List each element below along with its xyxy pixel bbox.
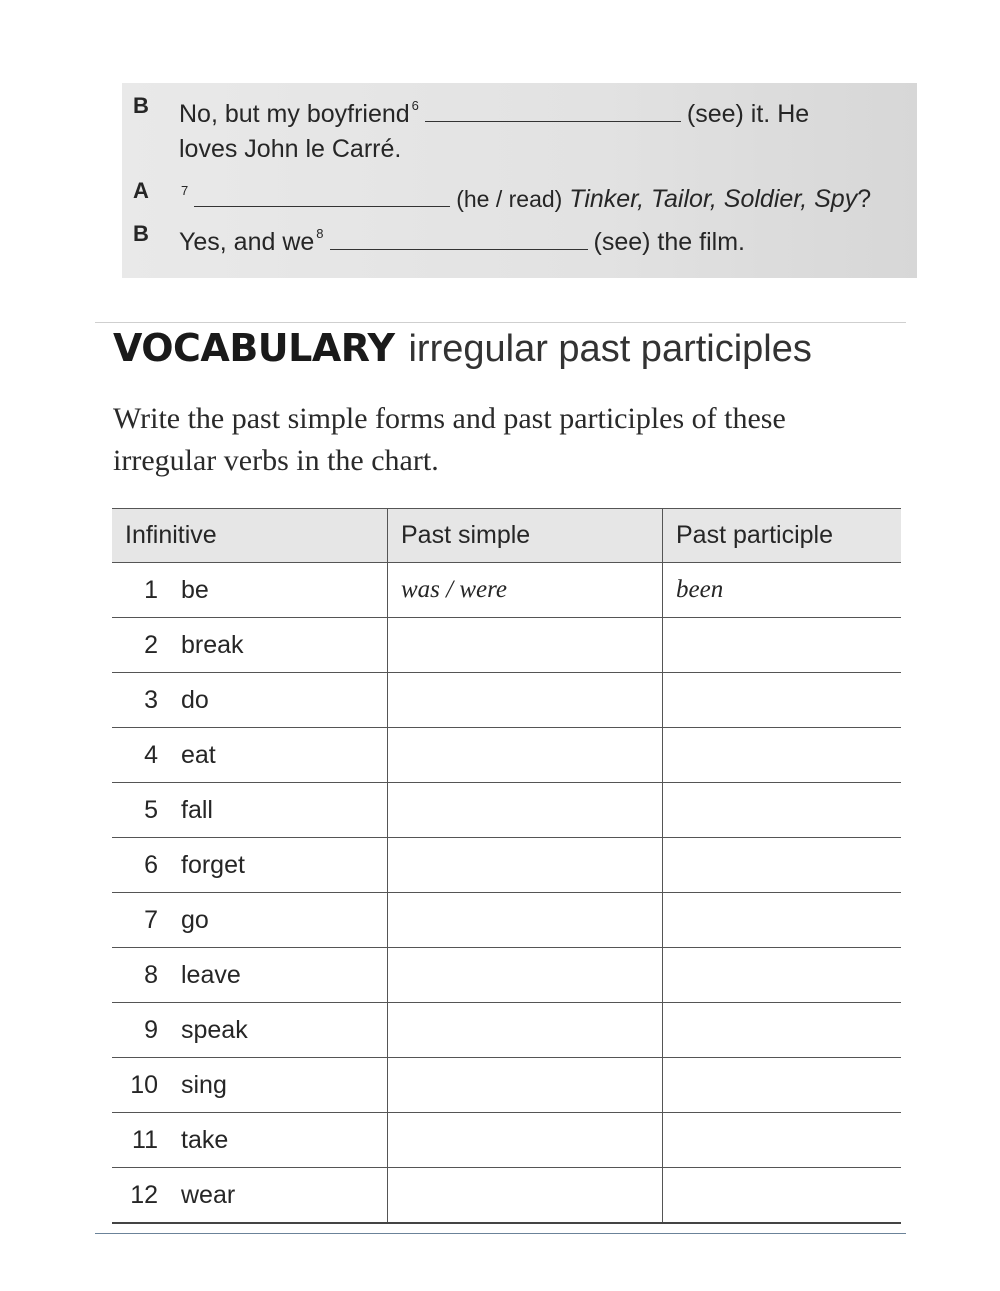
past-simple-cell[interactable]: was / were (388, 563, 663, 618)
instruction-text: Write the past simple forms and past participles of these irregular verbs in the chart. (113, 402, 786, 477)
dialogue-text: loves John le Carré. (179, 135, 402, 163)
row-number: 9 (144, 1015, 158, 1044)
table-row (112, 1003, 901, 1058)
table-row (112, 1168, 901, 1224)
infinitive-cell (112, 1168, 388, 1224)
answer-blank-7[interactable] (194, 184, 450, 207)
past-participle-cell[interactable] (663, 618, 902, 673)
item-number: 8 (316, 226, 324, 241)
infinitive-cell (112, 893, 388, 948)
past-participle-cell[interactable] (663, 1113, 902, 1168)
speaker-label: B (133, 221, 149, 246)
section-heading (113, 326, 812, 371)
past-participle-cell[interactable] (663, 1168, 902, 1224)
table-row (112, 618, 901, 673)
table-row (112, 893, 901, 948)
past-participle-cell[interactable] (663, 673, 902, 728)
table-row (112, 728, 901, 783)
infinitive-cell (112, 563, 388, 618)
infinitive-cell (112, 783, 388, 838)
past-participle-cell[interactable]: been (663, 563, 902, 618)
row-number: 1 (144, 575, 158, 604)
infinitive-verb: forget (181, 850, 245, 879)
header-past-participle: Past participle (663, 509, 902, 563)
verb-hint: (see) the film. (593, 228, 745, 256)
past-participle-cell[interactable] (663, 1003, 902, 1058)
answer-blank-8[interactable] (330, 227, 588, 250)
section-divider (95, 322, 906, 323)
header-past-simple: Past simple (388, 509, 663, 563)
infinitive-cell (112, 618, 388, 673)
table-row (112, 1113, 901, 1168)
row-number: 11 (132, 1125, 158, 1154)
infinitive-cell (112, 948, 388, 1003)
speaker-label: A (133, 178, 149, 203)
page-bottom-rule (95, 1233, 906, 1234)
header-row (112, 509, 901, 563)
book-title: Tinker, Tailor, Soldier, Spy (569, 185, 858, 213)
past-participle-cell[interactable] (663, 1058, 902, 1113)
infinitive-cell (112, 838, 388, 893)
table-row (112, 783, 901, 838)
verb-hint: (he / read) (456, 186, 563, 212)
verb-hint: (see) it. He (686, 100, 810, 128)
section-subtitle: irregular past participles (408, 328, 812, 370)
table-row (112, 673, 901, 728)
past-participle-cell[interactable] (663, 948, 902, 1003)
row-number: 3 (144, 685, 158, 714)
past-simple-cell[interactable] (388, 1168, 663, 1224)
table-row (112, 838, 901, 893)
past-participle-cell[interactable] (663, 783, 902, 838)
past-simple-cell[interactable] (388, 728, 663, 783)
section-title: VOCABULARY (113, 326, 395, 370)
past-simple-cell[interactable] (388, 783, 663, 838)
past-simple-cell[interactable] (388, 673, 663, 728)
table-row (112, 1058, 901, 1113)
infinitive-verb: eat (181, 740, 216, 769)
infinitive-verb: speak (181, 1015, 248, 1044)
infinitive-verb: wear (181, 1180, 236, 1209)
infinitive-verb: sing (181, 1070, 227, 1099)
infinitive-cell (112, 673, 388, 728)
row-number: 8 (144, 960, 158, 989)
past-participle-cell[interactable] (663, 728, 902, 783)
past-participle-cell[interactable] (663, 893, 902, 948)
infinitive-verb: do (181, 685, 209, 714)
past-simple-cell[interactable] (388, 893, 663, 948)
past-simple-cell[interactable] (388, 838, 663, 893)
past-participle-cell[interactable] (663, 838, 902, 893)
speaker-label: B (133, 93, 149, 118)
row-number: 4 (144, 740, 158, 769)
past-simple-cell[interactable] (388, 1113, 663, 1168)
past-simple-cell[interactable] (388, 948, 663, 1003)
item-number: 7 (181, 183, 189, 198)
row-number: 10 (130, 1070, 158, 1099)
infinitive-cell (112, 1058, 388, 1113)
past-simple-cell[interactable] (388, 1058, 663, 1113)
dialogue-text: No, but my boyfriend (179, 100, 410, 128)
table-row (112, 563, 901, 618)
past-simple-cell[interactable] (388, 618, 663, 673)
infinitive-verb: fall (181, 795, 213, 824)
verb-chart (112, 508, 901, 1224)
row-number: 12 (130, 1180, 158, 1209)
row-number: 5 (144, 795, 158, 824)
infinitive-cell (112, 1003, 388, 1058)
question-mark: ? (857, 185, 872, 213)
infinitive-verb: go (181, 905, 209, 934)
past-simple-cell[interactable] (388, 1003, 663, 1058)
answer-blank-6[interactable] (425, 99, 681, 122)
table-row (112, 948, 901, 1003)
infinitive-verb: take (181, 1125, 229, 1154)
row-number: 6 (144, 850, 158, 879)
item-number: 6 (411, 98, 419, 113)
infinitive-verb: be (181, 575, 209, 604)
dialogue-text: Yes, and we (179, 228, 315, 256)
infinitive-verb: leave (181, 960, 241, 989)
infinitive-cell (112, 728, 388, 783)
infinitive-cell (112, 1113, 388, 1168)
infinitive-verb: break (181, 630, 244, 659)
header-infinitive: Infinitive (112, 509, 388, 563)
row-number: 2 (144, 630, 158, 659)
row-number: 7 (144, 905, 158, 934)
